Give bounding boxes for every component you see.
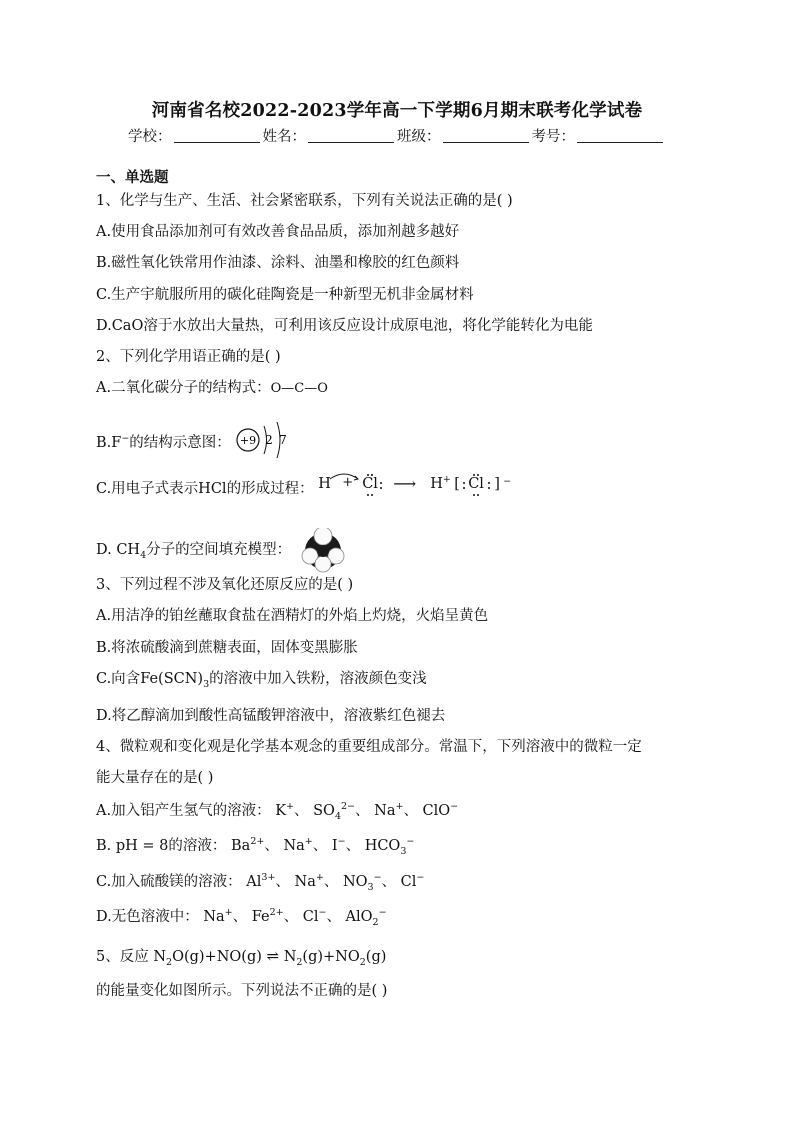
ion-list-c xyxy=(242,872,425,893)
separator: 、 xyxy=(345,838,361,854)
q3-option-c-prefix: C.向含 xyxy=(96,671,141,687)
ion-chloride: Cl xyxy=(302,909,319,925)
nucleus-charge: +9 xyxy=(239,434,256,447)
fluoride-structure-diagram xyxy=(235,422,299,462)
ion-bicarbonate-subscript: 3 xyxy=(400,845,407,857)
separator: 、 xyxy=(355,803,370,819)
ion-na-charge: + xyxy=(315,872,324,884)
ion-k: K xyxy=(275,803,287,819)
atom-diagram-icon xyxy=(235,422,299,462)
page-title: 河南省名校2022-2023学年高一下学期6月期末联考化学试卷 xyxy=(151,101,643,121)
ion-fe: Fe xyxy=(251,909,270,925)
ion-bicarbonate: HCO xyxy=(364,838,401,854)
fluoride-symbol: F xyxy=(111,435,122,451)
ion-iodide: I xyxy=(331,838,338,854)
hydrogen-ion xyxy=(430,476,451,492)
product-n-subscript: 2 xyxy=(296,956,303,968)
fluoride-charge: − xyxy=(121,433,130,445)
plus-sign: + xyxy=(342,475,354,490)
ion-hypochlorite: ClO xyxy=(422,803,451,819)
hcl-electron-formula: H + Cl ⟶ H+ [ Cl ] − xyxy=(318,476,548,496)
q3-option-c-text: 的溶液中加入铁粉，溶液颜色变浅 xyxy=(209,671,427,687)
ion-chloride: Cl xyxy=(400,874,417,890)
product-end: (g) xyxy=(365,949,387,965)
bracket-left: [ xyxy=(454,476,460,492)
ion-nitrate: NO xyxy=(342,874,368,890)
name-label: 姓名： xyxy=(262,129,306,145)
fluoride-ion xyxy=(111,435,129,451)
separator: 、 xyxy=(264,838,279,854)
ion-sulfate: SO xyxy=(313,803,335,819)
iron-thiocyanate-subscript: 3 xyxy=(203,678,210,690)
q4-option-c xyxy=(96,870,424,891)
separator: 、 xyxy=(323,874,339,890)
ion-iodide-charge: − xyxy=(337,836,346,848)
ion-list-d xyxy=(199,907,387,928)
q2-option-a-text: A.二氧化碳分子的结构式： xyxy=(96,380,271,396)
co2-structural-formula: O—C—O xyxy=(270,381,328,396)
iron-thiocyanate: Fe(SCN) xyxy=(140,671,204,687)
equilibrium-arrow: ⇌ xyxy=(266,947,280,965)
q4-option-b xyxy=(96,834,414,855)
q2-option-b-text: 的结构示意图： xyxy=(129,435,231,451)
ion-na-charge: + xyxy=(395,801,404,813)
ion-aluminate-charge: − xyxy=(378,907,387,919)
ion-chloride-charge: − xyxy=(416,872,425,884)
chloride-symbol: Cl xyxy=(468,476,484,492)
hydrogen-atom: H xyxy=(318,476,331,492)
reactant-n-subscript: 2 xyxy=(166,956,173,968)
q1-option-a: A.使用食品添加剂可有效改善食品品质，添加剂越多越好 xyxy=(96,224,460,240)
reactant-n: N xyxy=(153,949,167,965)
shell-2-electrons: 7 xyxy=(278,433,287,447)
ion-k-charge: + xyxy=(286,801,295,813)
school-blank[interactable] xyxy=(174,128,260,143)
methane-subscript: 4 xyxy=(140,549,147,561)
shell-1-electrons: 2 xyxy=(264,433,273,447)
ion-ba-charge: 2+ xyxy=(250,836,265,848)
ion-na: Na xyxy=(294,874,316,890)
ion-ba: Ba xyxy=(231,838,251,854)
ion-hypochlorite-charge: − xyxy=(450,801,459,813)
q2-option-c xyxy=(96,476,548,498)
q4-option-a xyxy=(96,799,458,820)
class-blank[interactable] xyxy=(443,128,529,143)
q1-option-b: B.磁性氧化铁常用作油漆、涂料、油墨和橡胶的红色颜料 xyxy=(96,255,460,271)
q4-stem-line2: 能大量存在的是( ) xyxy=(96,770,214,786)
ion-nitrate-charge: − xyxy=(373,872,382,884)
q2-option-d xyxy=(96,528,349,574)
q5-stem-line1 xyxy=(96,945,386,966)
ion-al: Al xyxy=(246,874,262,890)
ion-nitrate-subscript: 3 xyxy=(367,881,374,893)
chlorine-atom: Cl xyxy=(362,476,378,492)
q4-option-d-text: D.无色溶液中： xyxy=(96,909,199,925)
q1-option-d: D.CaO溶于水放出大量热，可利用该反应设计成原电池，将化学能转化为电能 xyxy=(96,318,593,334)
q2-option-c-text: C.用电子式表示HCl的形成过程： xyxy=(96,481,314,497)
ion-list-b xyxy=(226,836,415,857)
reactant-rest: O(g)+NO(g) xyxy=(172,949,262,965)
product-n: N xyxy=(283,949,297,965)
q2-option-d-prefix: D. CH xyxy=(96,542,141,558)
school-label: 学校： xyxy=(128,129,172,145)
ion-chloride-charge: − xyxy=(318,907,327,919)
q2-option-d-text: 分子的空间填充模型： xyxy=(146,542,292,558)
product-no2-subscript: 2 xyxy=(359,956,366,968)
ion-sulfate-subscript: 4 xyxy=(334,810,341,822)
ion-list-a xyxy=(271,801,459,822)
ion-al-charge: 3+ xyxy=(261,872,276,884)
q2-option-b xyxy=(96,422,299,462)
q2-option-a xyxy=(96,376,328,397)
ion-na-charge: + xyxy=(224,907,233,919)
separator: 、 xyxy=(294,803,309,819)
separator: 、 xyxy=(381,874,397,890)
q2-option-b-prefix: B. xyxy=(96,435,112,451)
ion-aluminate-subscript: 2 xyxy=(372,916,379,928)
separator: 、 xyxy=(283,909,299,925)
separator: 、 xyxy=(275,874,290,890)
ion-sulfate-charge: 2− xyxy=(341,801,356,813)
hydrogen-ion-symbol: H xyxy=(430,476,443,492)
separator: 、 xyxy=(232,909,248,925)
exam-number-blank[interactable] xyxy=(577,128,663,143)
ion-na: Na xyxy=(374,803,396,819)
product-middle: (g)+NO xyxy=(302,949,360,965)
separator: 、 xyxy=(326,909,341,925)
q1-stem: 1、化学与生产、生活、社会紧密联系，下列有关说法正确的是( ) xyxy=(96,193,513,209)
q4-option-d xyxy=(96,905,387,926)
q3-option-d: D.将乙醇滴加到酸性高锰酸钾溶液中，溶液紫红色褪去 xyxy=(96,708,446,724)
class-label: 班级： xyxy=(397,129,441,145)
q3-option-a: A.用洁净的铂丝蘸取食盐在酒精灯的外焰上灼烧，火焰呈黄色 xyxy=(96,608,489,624)
q3-stem: 3、下列过程不涉及氧化还原反应的是( ) xyxy=(96,577,354,593)
ion-na-charge: + xyxy=(304,836,313,848)
separator: 、 xyxy=(403,803,418,819)
name-blank[interactable] xyxy=(308,128,394,143)
methane-space-filling-model xyxy=(297,528,349,574)
reaction-equation xyxy=(149,947,387,968)
ion-aluminate: AlO xyxy=(345,909,373,925)
separator: 、 xyxy=(312,838,328,854)
section-heading: 一、单选题 xyxy=(96,169,169,186)
q4-option-b-text: B. pH = 8的溶液： xyxy=(96,838,227,854)
q3-option-b: B.将浓硫酸滴到蔗糖表面，固体变黑膨胀 xyxy=(96,640,358,656)
reaction-arrow: ⟶ xyxy=(393,474,417,493)
ion-fe-charge: 2+ xyxy=(269,907,284,919)
hydrogen-ion-charge: + xyxy=(442,474,451,486)
q4-option-a-text: A.加入铝产生氢气的溶液： xyxy=(96,803,271,819)
exam-number-label: 考号： xyxy=(531,129,575,145)
bracket-right: ] xyxy=(494,476,500,492)
q4-stem-line1: 4、微粒观和变化观是化学基本观念的重要组成部分。常温下，下列溶液中的微粒一定 xyxy=(96,739,642,755)
q1-option-c: C.生产宇航服所用的碳化硅陶瓷是一种新型无机非金属材料 xyxy=(96,287,474,303)
ion-na: Na xyxy=(203,909,225,925)
space-filling-model-icon xyxy=(297,528,349,574)
q5-prefix: 5、反应 xyxy=(96,949,149,965)
q2-stem: 2、下列化学用语正确的是( ) xyxy=(96,349,281,365)
q5-stem-line2: 的能量变化如图所示。下列说法不正确的是( ) xyxy=(96,983,388,999)
q3-option-c xyxy=(96,667,427,688)
ion-bicarbonate-charge: − xyxy=(406,836,415,848)
ion-na: Na xyxy=(283,838,305,854)
q4-option-c-text: C.加入硫酸镁的溶液： xyxy=(96,874,242,890)
student-info-line xyxy=(0,125,794,146)
